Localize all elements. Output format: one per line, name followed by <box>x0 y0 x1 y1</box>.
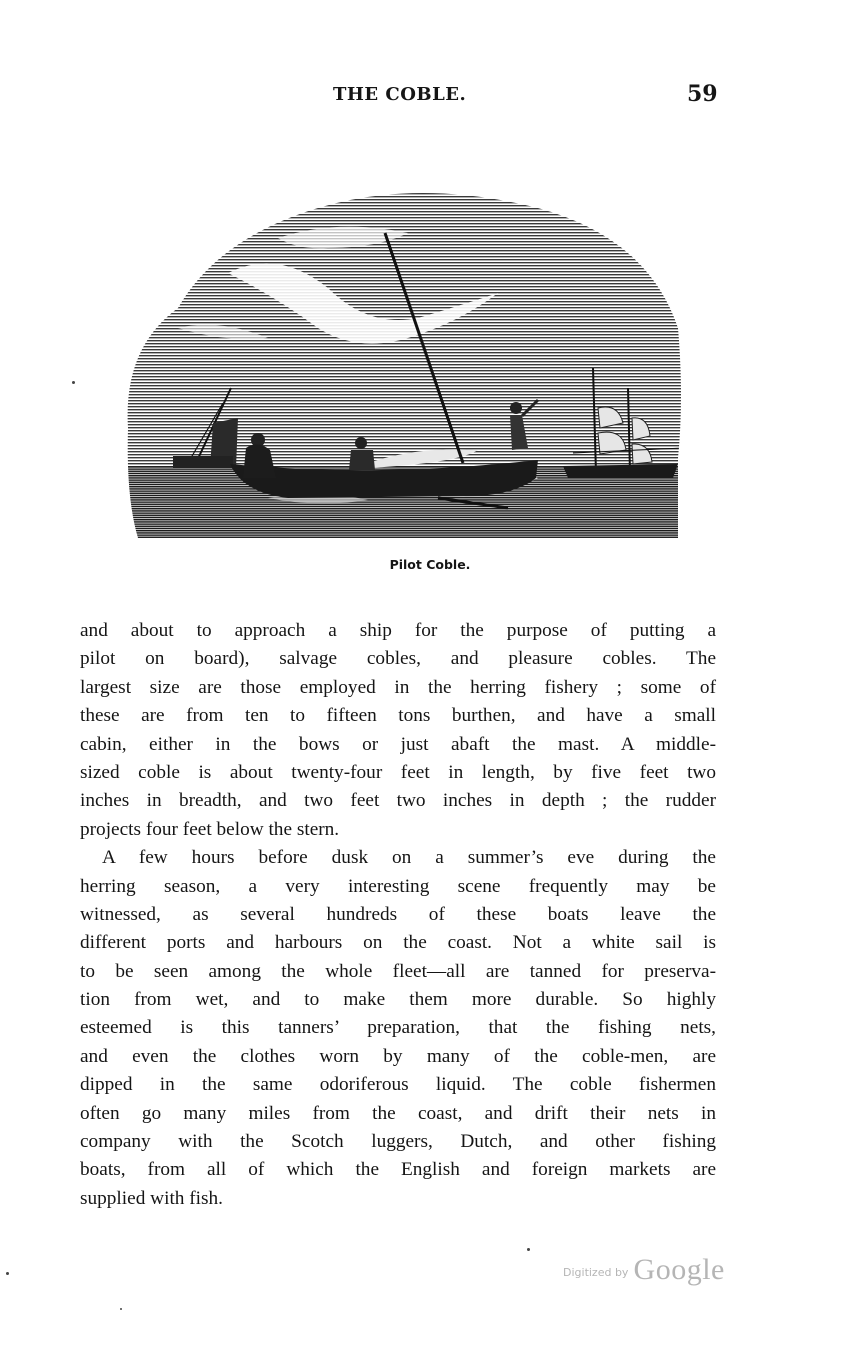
text-line: to be seen among the whole fleet—all are tanned for preserva- <box>80 960 716 982</box>
text-line: supplied with fish. <box>80 1187 223 1209</box>
page-number: 59 <box>687 81 718 107</box>
running-head <box>0 81 860 110</box>
text-line: these are from ten to fifteen tons burthen, and have a small <box>80 705 716 727</box>
text-line: often go many miles from the coast, and drift their nets in <box>80 1102 716 1124</box>
running-head-title: THE COBLE. <box>333 84 467 105</box>
text-line: different ports and harbours on the coast. Not a white sail is <box>80 932 716 954</box>
text-line: herring season, a very interesting scene frequently may be <box>80 875 716 897</box>
engraving-illustration <box>118 178 684 550</box>
google-logo-text: Google <box>633 1253 725 1286</box>
text-line: tion from wet, and to make them more durable. So highly <box>80 989 716 1011</box>
digitized-by-google-watermark <box>563 1253 725 1287</box>
pilot-coble-engraving <box>118 178 684 550</box>
text-line: and about to approach a ship for the purpose of putting a <box>80 620 716 641</box>
body-text <box>80 617 716 1213</box>
paragraph-start-line: A few hours before dusk on a summer’s eve during the <box>102 847 716 869</box>
text-line: inches in breadth, and two feet two inches in depth ; the rudder <box>80 790 716 812</box>
scan-speck <box>527 1248 530 1251</box>
scan-speck <box>72 381 75 384</box>
text-line: dipped in the same odoriferous liquid. The coble fishermen <box>80 1074 716 1096</box>
text-line: and even the clothes worn by many of the coble-men, are <box>80 1045 716 1067</box>
text-line: witnessed, as several hundreds of these boats leave the <box>80 903 716 925</box>
text-line: projects four feet below the stern. <box>80 818 340 840</box>
watermark-prefix: Digitized by <box>563 1266 629 1279</box>
text-line: pilot on board), salvage cobles, and pleasure cobles. The <box>80 648 716 670</box>
text-line: cabin, either in the bows or just abaft the mast. A middle- <box>80 733 716 755</box>
text-line: sized coble is about twenty-four feet in length, by five feet two <box>80 761 716 783</box>
text-line: esteemed is this tanners’ preparation, that the fishing nets, <box>80 1017 716 1039</box>
figure-caption: Pilot Coble. <box>389 557 471 572</box>
scan-speck <box>6 1272 9 1275</box>
text-line: boats, from all of which the English and foreign markets are <box>80 1159 716 1181</box>
scan-speck <box>120 1308 122 1310</box>
text-line: largest size are those employed in the herring fishery ; some of <box>80 676 716 698</box>
text-line: company with the Scotch luggers, Dutch, and other fishing <box>80 1131 716 1153</box>
